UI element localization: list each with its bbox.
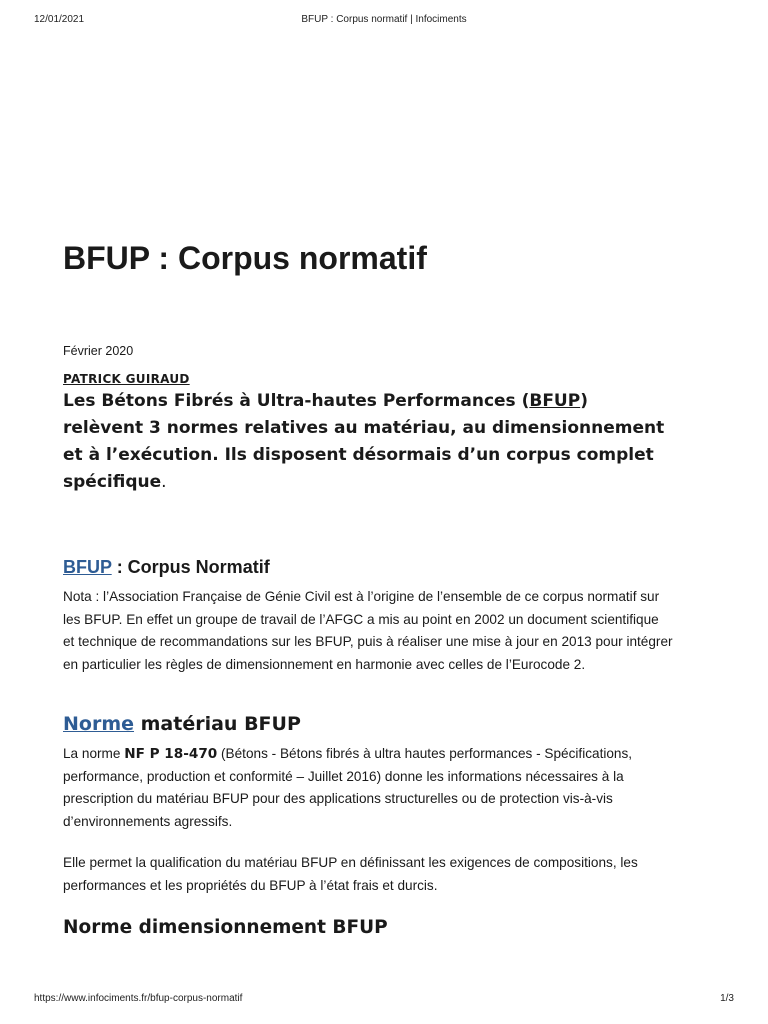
article-date: Février 2020 — [63, 344, 134, 358]
heading-corpus-text: : Corpus Normatif — [111, 557, 270, 577]
print-page-number: 1/3 — [720, 993, 734, 1004]
section-heading-materiau — [63, 713, 301, 735]
author-link[interactable]: PATRICK GUIRAUD — [63, 372, 190, 386]
heading-norme-link[interactable]: Norme — [63, 713, 135, 735]
lead-text-start: Les Bétons Fibrés à Ultra-hautes Performances ( — [63, 391, 530, 411]
paragraph-qualification: Elle permet la qualification du matériau BFUP en définissant les exigences de compositions, les performances et les propriétés du BFUP à l’état frais et durcis. — [63, 855, 638, 893]
paragraph-norme-materiau — [63, 743, 673, 833]
article-lead — [63, 388, 668, 496]
section-heading-dimensionnement: Norme dimensionnement BFUP — [63, 917, 388, 938]
print-date: 12/01/2021 — [34, 14, 85, 25]
print-header — [0, 14, 768, 30]
print-url: https://www.infociments.fr/bfup-corpus-normatif — [34, 993, 243, 1004]
print-page-title: BFUP : Corpus normatif | Infociments — [301, 14, 467, 25]
paragraph-nota: Nota : l’Association Française de Génie Civil est à l’origine de l’ensemble de ce corpus normatif sur les BFUP. En effet un groupe de travail de l’AFGC a mis au point en 2002 un document scientifique et technique de recommandations sur les BFUP, puis à réaliser une mise à jour en 2013 pour intégrer en particulier les règles de dimensionnement en harmonie avec celles de l’Eurocode 2. — [63, 589, 673, 672]
heading-bfup-link[interactable]: BFUP — [63, 557, 112, 577]
norme-reference: NF P 18-470 — [124, 746, 218, 762]
lead-period: . — [161, 472, 167, 492]
norme-text-end: (Bétons - Bétons fibrés à ultra hautes performances - Spécifications, performance, production et conformité – Juillet 2016) donne les informations nécessaires à la prescription du matériau BFUP pour des applications structurelles ou de protection vis-à-vis d’environnements agressifs. — [63, 746, 633, 829]
lead-bfup-link[interactable]: BFUP — [529, 391, 581, 411]
heading-materiau-text: matériau BFUP — [134, 713, 301, 735]
lead-text-end: ) relèvent 3 normes relatives au matériau, au dimensionnement et à l’exécution. Ils disposent désormais d’un corpus complet spécifique — [63, 391, 665, 492]
section-heading-corpus — [63, 557, 270, 578]
norme-text-start: La norme — [63, 746, 125, 761]
article-title: BFUP : Corpus normatif — [63, 240, 427, 276]
